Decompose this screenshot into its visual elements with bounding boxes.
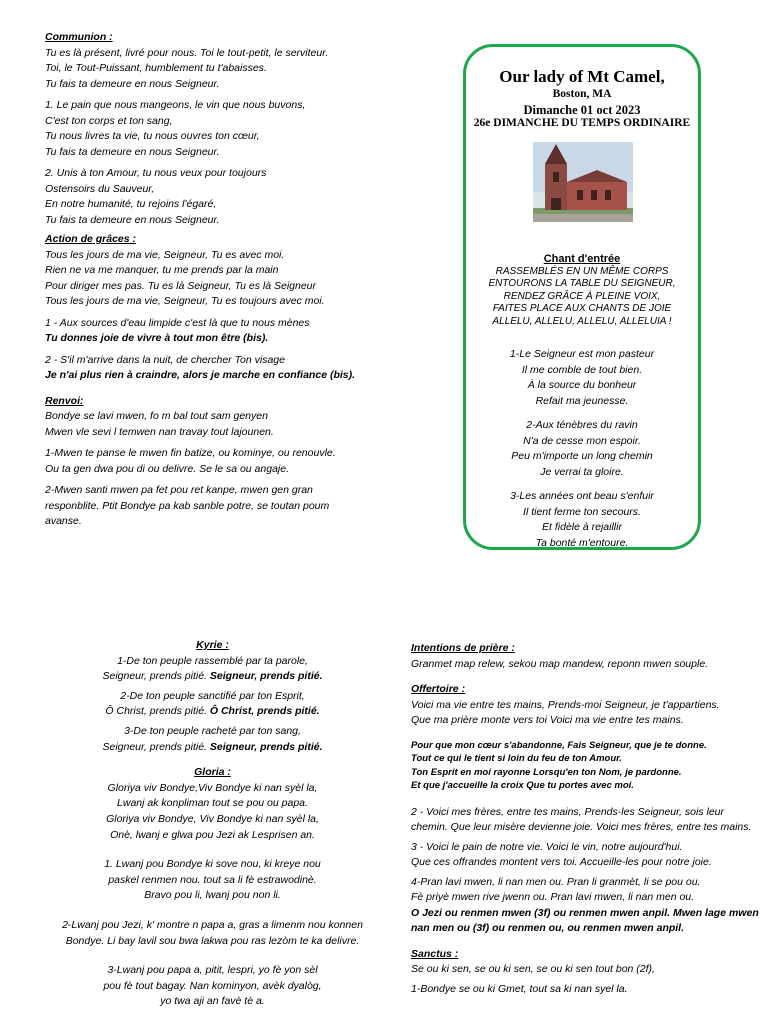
offertoire-verse2-line: chemin. Que leur misère devienne joie. Voici mes frères, entre tes mains. (411, 821, 752, 833)
offertory-section (411, 641, 761, 997)
gloria-verse3-line: 3-Lwanj pou papa a, pitit, lespri, yo fè yon sèl (107, 964, 318, 977)
renvoi-verse2-line: avanse. (45, 515, 82, 527)
entree-refrain-line: ALLELU, ALLELU, ALLELU, ALLELUIA ! (492, 315, 672, 327)
gloria-verse2-line: 2-Lwanj pou Jezi, k' montre n papa a, gras a limenm nou konnen (62, 918, 363, 931)
entree-refrain-line: RENDEZ GRÂCE À PLEINE VOIX, (503, 290, 661, 302)
gloria-verse3-line: pou fè tout bagay. Nan kominyon, avèk dyalòg, (103, 979, 322, 992)
sanctus-refrain: Se ou ki sen, se ou ki sen, se ou ki sen tout bon (2f), (411, 963, 655, 975)
entree-verse2-line: N'a de cesse mon espoir. (523, 434, 641, 447)
entree-verse2-line: 2-Aux ténèbres du ravin (526, 419, 638, 431)
offertoire-verse2-line: 2 - Voici mes frères, entre tes mains, Prends-les Seigneur, sois leur (411, 805, 724, 818)
offertoire-bold-line: Ton Esprit en moi rayonne Lorsqu'en ton Nom, je pardonne. (411, 766, 682, 778)
church-city: Boston, MA (552, 88, 612, 100)
kyrie-response: Seigneur, prends pitié. (102, 740, 207, 753)
communion-verse1-line: Tu nous livres ta vie, tu nous ouvres ton cœur, (45, 130, 260, 142)
communion-verse2-line: Ostensoirs du Sauveur, (45, 182, 155, 195)
action-graces-verse2-bold: Je n'ai plus rien à craindre, alors je marche en confiance (bis). (45, 369, 356, 381)
gloria-verse1-line: 1. Lwanj pou Bondye ki sove nou, ki kreye nou (104, 858, 321, 871)
entree-refrain-line: ENTOURONS LA TABLE DU SEIGNEUR, (488, 278, 676, 289)
offertoire-bold-line: Pour que mon cœur s'abandonne, Fais Seigneur, que je te donne. (411, 739, 707, 751)
gloria-verse3-line: yo twa aji an favè tè a. (160, 995, 265, 1008)
entree-heading: Chant d'entrée (543, 253, 621, 265)
entrance-chant (470, 253, 694, 328)
action-graces-line: Tous les jours de ma vie, Seigneur, Tu es toujours avec moi. (45, 295, 325, 307)
church-image (533, 142, 633, 222)
communion-verse2-line: En notre humanité, tu rejoins l'égaré, (45, 198, 217, 210)
communion-verse1-line: C'est ton corps et ton sang, (45, 114, 173, 127)
kyrie-response-bold: Seigneur, prends pitié. (209, 740, 323, 753)
offertoire-verse3-line: Que ces offrandes montent vers toi. Accueille-les pour notre joie. (411, 856, 712, 868)
kyrie-line: 2-De ton peuple sanctifié par ton Esprit, (120, 689, 305, 702)
gloria-verse2-line: Bondye. Li bay lavil sou bwa lakwa pou ras lezòm te ka delivre. (65, 934, 360, 947)
renvoi-verse1-line: 1-Mwen te panse le mwen fin batize, ou kominye, ou renouvle. (45, 447, 336, 459)
sanctus-heading: Sanctus : (411, 947, 459, 960)
liturgical-sunday: 26e DIMANCHE DU TEMPS ORDINAIRE (473, 117, 691, 129)
gloria-line: Lwanj ak konpliman tout se pou ou papa. (117, 797, 308, 810)
renvoi-heading: Renvoi: (45, 394, 84, 407)
gloria-verse1-line: Bravo pou li, lwanj pou non li. (144, 889, 281, 902)
entree-verse1-line: Il me comble de tout bien. (521, 363, 643, 376)
church-name: Our lady of Mt Camel, (499, 67, 665, 86)
kyrie-line (40, 669, 385, 685)
renvoi-verse2-line: 2-Mwen santi mwen pa fet pou ret kanpe, mwen gen gran (45, 484, 313, 496)
sanctus-verse1: 1-Bondye se ou ki Gmet, tout sa ki nan syel la. (411, 982, 628, 995)
kyrie-response-bold: Seigneur, prends pitié. (209, 670, 323, 683)
communion-refrain-line: Tu fais ta demeure en nous Seigneur. (45, 77, 220, 90)
action-graces-verse1-bold: Tu donnes joie de vivre à tout mon être (bis). (45, 332, 269, 344)
communion-section (45, 30, 445, 530)
renvoi-line: Bondye se lavi mwen, fo m bal tout sam genyen (45, 410, 268, 422)
intentions-heading: Intentions de prière : (411, 642, 515, 654)
entree-verse1-line: À la source du bonheur (527, 379, 637, 391)
communion-heading: Communion : (45, 31, 113, 43)
action-graces-line: Rien ne va me manquer, tu me prends par la main (45, 264, 279, 276)
communion-verse2-line: Tu fais ta demeure en nous Seigneur. (45, 213, 220, 226)
offertoire-verse4-line: Fè priyè mwen rive jwenn ou. Pran lavi mwen, li nan men ou. (411, 891, 695, 903)
entree-verse1-line: 1-Le Seigneur est mon pasteur (509, 348, 655, 360)
entree-verse3-line: Il tient ferme ton secours. (523, 505, 641, 518)
offertoire-verse4-bold: O Jezi ou renmen mwen (3f) ou renmen mwen anpil. Mwen lage mwen (411, 906, 759, 919)
communion-verse1-line: Tu fais ta demeure en nous Seigneur. (45, 145, 220, 158)
offertoire-verse4-bold: nan men ou (3f) ou renmen ou, ou renmen mwen anpil. (411, 922, 685, 934)
kyrie-response: Seigneur, prends pitié. (102, 670, 207, 683)
offertoire-verse4-line: 4-Pran lavi mwen, li nan men ou. Pran li granmèt, li se pou ou. (411, 875, 701, 888)
communion-verse1-line: 1. Le pain que nous mangeons, le vin que nous buvons, (45, 99, 306, 111)
intentions-text: Granmet map relew, sekou map mandew, reponn mwen souple. (411, 657, 709, 670)
entree-refrain-line: FAITES PLACE AUX CHANTS DE JOIE (492, 303, 672, 314)
action-graces-line: Pour diriger mes pas. Tu es là Seigneur, Tu es là Seigneur (45, 279, 317, 292)
offertoire-bold-line: Et que j'accueille la croix Que tu portes avec moi. (411, 780, 634, 791)
renvoi-verse1-line: Ou ta gen dwa pou di ou delivre. Se le sa ou angaje. (45, 462, 290, 475)
action-graces-verse1: 1 - Aux sources d'eau limpide c'est là que tu nous mènes (45, 316, 310, 329)
gloria-line: Gloriya viv Bondye, Viv Bondye ki nan syèl la, (106, 812, 319, 825)
entree-verse1-line: Refait ma jeunesse. (535, 394, 629, 407)
offertoire-bold-line: Tout ce qui le tient si loin du feu de ton Amour. (411, 753, 622, 764)
gloria-line: Gloriya viv Bondye,Viv Bondye ki nan syèl la, (107, 781, 318, 794)
entree-verse3-line: Et fidèle à rejaillir (542, 521, 622, 533)
kyrie-line: 3-De ton peuple racheté par ton sang, (124, 724, 301, 737)
renvoi-verse2-line: responblite. Ptit Bondye pa kab sanble potre, se toutan poum (45, 499, 330, 512)
entree-verse2-line: Je verrai ta gloire. (540, 465, 624, 478)
gloria-heading: Gloria : (194, 766, 231, 779)
offertoire-line: Que ma prière monte vers toi Voici ma vie entre tes mains. (411, 714, 684, 726)
entree-verse2-line: Peu m'importe un long chemin (511, 450, 653, 462)
offertoire-verse1 (411, 739, 761, 793)
kyrie-heading: Kyrie : (196, 639, 229, 651)
kyrie-line (40, 740, 385, 756)
gloria-verse1-line: paskel renmen nou. tout sa li fè estrawodinè. (108, 873, 317, 886)
entree-verse3-line: Ta bonté m'entoure. (535, 536, 629, 549)
action-graces-verse2: 2 - S'il m'arrive dans la nuit, de chercher Ton visage (45, 353, 285, 366)
mass-date: Dimanche 01 oct 2023 (523, 103, 641, 117)
action-graces-heading: Action de grâces : (45, 233, 137, 245)
entree-verse3-line: 3-Les années ont beau s'enfuir (510, 490, 654, 502)
kyrie-response: Ô Christ, prends pitié. (105, 705, 207, 718)
action-graces-line: Tous les jours de ma vie, Seigneur, Tu es avec moi. (45, 248, 285, 261)
communion-refrain-line: Toi, le Tout-Puissant, humblement tu t'abaisses. (45, 62, 267, 74)
offertoire-heading: Offertoire : (411, 683, 466, 695)
communion-refrain-line: Tu es là présent, livré pour nous. Toi le tout-petit, le serviteur. (45, 46, 329, 59)
kyrie-gloria-section (40, 638, 385, 1010)
renvoi-line: Mwen vle sevi l temwen nan travay tout lajounen. (45, 425, 274, 438)
kyrie-line (40, 704, 385, 720)
cover-panel (463, 44, 701, 550)
kyrie-line: 1-De ton peuple rassemblé par ta parole, (117, 654, 308, 667)
entree-refrain-line: RASSEMBLÉS EN UN MÊME CORPS (495, 265, 669, 277)
kyrie-response-bold: Ô Christ, prends pitié. (209, 705, 320, 718)
entree-verses (470, 347, 694, 551)
offertoire-verse3-line: 3 - Voici le pain de notre vie. Voici le vin, notre aujourd'hui. (411, 840, 683, 853)
offertoire-line: Voici ma vie entre tes mains, Prends-moi Seigneur, je t'appartiens. (411, 698, 720, 711)
communion-verse2-line: 2. Unis à ton Amour, tu nous veux pour toujours (45, 167, 267, 179)
gloria-line: Onè, lwanj e glwa pou Jezi ak Lesprisen an. (110, 828, 315, 841)
